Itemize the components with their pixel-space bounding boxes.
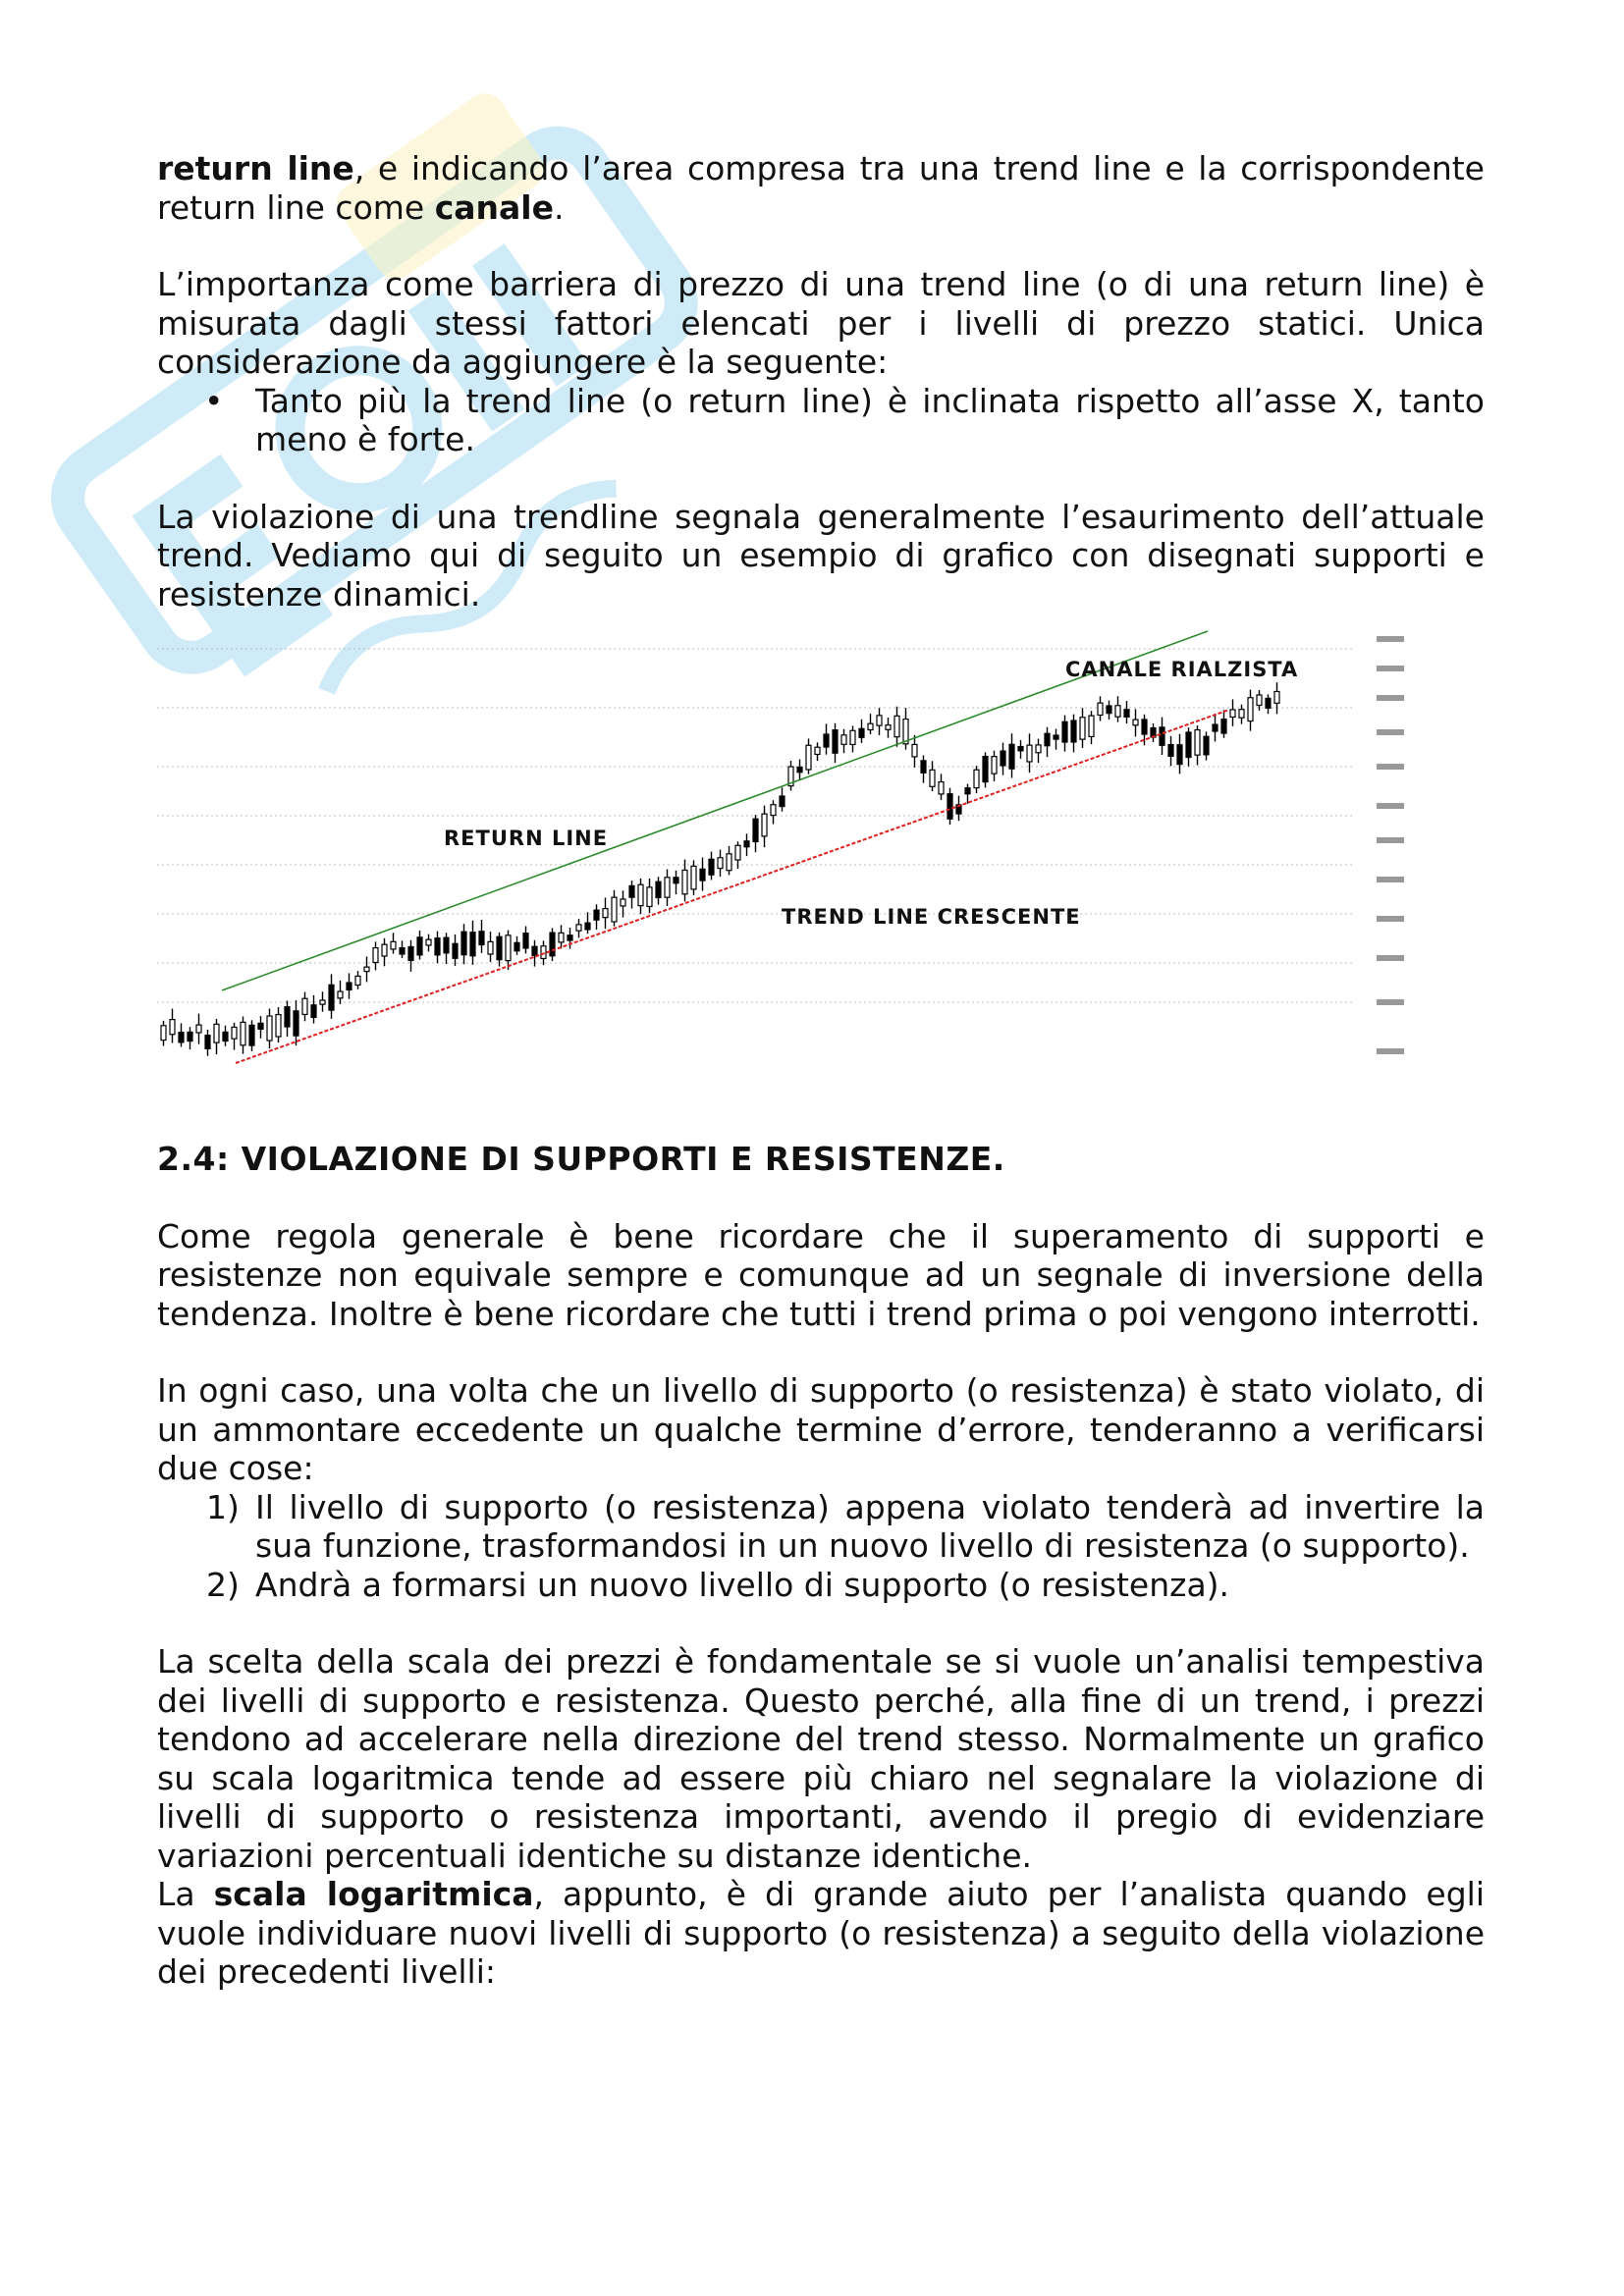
axis-tick [1377,916,1404,922]
axis-tick [1377,837,1404,843]
candle-body [285,1007,290,1027]
list-item [157,382,1485,459]
axis-tick [1377,695,1404,701]
bullet-list [157,382,1485,459]
candle-body [1115,706,1120,717]
candle-body [841,735,846,745]
candle-body [532,946,537,955]
candle-body [647,887,652,907]
return-line [222,631,1208,990]
candle-body [912,744,917,756]
candle-body [488,941,493,954]
candle-body [638,884,643,905]
candle-body [1142,720,1147,734]
candle-body [568,935,572,940]
candle-body [1257,695,1262,705]
label-return-line: RETURN LINE [444,827,609,850]
candle-body [1186,732,1191,758]
axis-tick [1377,955,1404,961]
candle-body [1230,710,1235,718]
candle-body [161,1026,166,1041]
candle-body [585,923,590,930]
bold-return-line: return line [157,149,354,187]
candle-body [1160,727,1164,745]
candle-body [205,1036,210,1049]
axis-tick [1377,764,1404,770]
candle-body [417,937,422,955]
candle-body [541,946,546,959]
candle-body [691,866,696,889]
list-item [157,1488,1485,1566]
candle-body [302,998,307,1014]
candle-body [497,936,502,959]
candle-body [179,1033,184,1042]
candle-body [329,985,334,1010]
candle-body [214,1024,219,1042]
candle-body [470,933,475,956]
paragraph-importanza: L’importanza come barriera di prezzo di una trend line (o di una return line) è misurata dagli stessi fattori elencati per i livelli di prezzo statici. Unica considerazione da aggiungere è la seguente: [157,265,1485,381]
candle-body [1168,745,1173,757]
candle-body [1195,730,1200,756]
candle-body [727,854,731,871]
candle-body [170,1020,175,1035]
candle-body [479,932,484,945]
candle-body [1027,745,1032,762]
candle-body [1098,703,1103,715]
section-heading: 2.4: VIOLAZIONE DI SUPPORTI E RESISTENZE. [157,1140,1005,1178]
candle-body [576,925,581,931]
candle-body [1107,706,1111,714]
axis-tick [1377,877,1404,882]
candle-body [241,1022,245,1044]
candle-body [461,932,466,954]
candle-body [947,794,952,820]
candle-body [400,948,405,954]
candle-body [550,933,555,956]
candle-body [877,716,882,725]
label-trend-line-crescente: TREND LINE CRESCENTE [782,905,1081,929]
candle-body [797,767,802,772]
candle-body [249,1025,254,1045]
list-item [157,1566,1485,1605]
candle-body [1045,733,1050,746]
candle-body [612,897,617,922]
candle-body [1018,747,1023,751]
bullet-marker: • [204,381,224,420]
paragraph-regola-generale: Come regola generale è bene ricordare che il superamento di supporti e resistenze non equivale sempre e comunque ad un segnale di inversione della tendenza. Inoltre è bene ricordare che tutti i trend prima o poi vengono interrotti. [157,1216,1485,1333]
candle-body [700,869,705,881]
candle-body [1248,698,1253,721]
candle-body [833,730,838,754]
paragraph-return-line [157,149,1485,227]
candle-body [921,761,926,773]
candle-body [815,747,820,754]
candle-body [780,796,785,807]
candle-body [629,885,634,897]
candle-body [276,1015,281,1037]
axis-tick [1377,803,1404,809]
candle-body [1274,691,1279,703]
candle-body [682,870,687,893]
candle-body [594,910,599,920]
candle-body [859,728,864,737]
trend-channel-chart [157,619,1485,1081]
axis-tick [1377,1048,1404,1054]
candle-body [824,734,829,747]
candle-body [188,1032,192,1041]
candle-body [806,745,811,770]
list-item-text: Il livello di supporto (o resistenza) appena violato tenderà ad invertire la sua funzione, trasformandosi in un nuovo livello di resistenza (o supporto). [255,1487,1485,1565]
candle-body [930,770,935,786]
candle-body [523,934,528,948]
candle-body [1213,724,1218,731]
candle-body [408,946,413,960]
candle-body [762,814,767,836]
candle-body [444,937,449,953]
text-span: , appunto, è di grande aiuto per l’analista quando egli vuole individuare nuovi livelli di supporto (o resistenza) a seguito della violazione dei precedenti livelli: [157,1875,1485,1991]
axis-tick [1377,666,1404,671]
document-body [157,149,1485,1992]
candle-body [603,909,608,918]
axis-tick [1377,636,1404,642]
candle-body [709,859,714,875]
axis-tick [1377,999,1404,1005]
candle-body [983,757,988,782]
trend-line [236,710,1229,1063]
list-item-text: Andrà a formarsi un nuovo livello di supporto (o resistenza). [255,1565,1230,1604]
candle-body [559,933,564,942]
candle-body [338,991,343,998]
paragraph-scala-prezzi: La scelta della scala dei prezzi è fondamentale se si vuole un’analisi tempestiva dei livelli di supporto e resistenza. Questo perché, alla fine di un trend, i prezzi tendono ad accelerare nella direzione del trend stesso. Normalmente un grafico su scala logaritmica tende ad essere più chiaro nel segnalare la violazione di livelli di supporto o resistenza importanti, avendo il pregio di evidenziare variazioni percentuali identiche su distanze identiche. [157,1642,1485,1875]
candle-body [232,1027,237,1039]
candle-body [373,948,378,963]
candle-body [894,716,899,736]
candle-body [258,1023,263,1029]
candle-body [435,938,440,955]
candle-body [744,841,749,847]
list-marker: 2) [206,1565,240,1604]
list-marker: 1) [206,1487,240,1526]
candle-body [453,943,458,958]
candle-body [382,944,387,956]
candle-body [753,819,758,841]
axis-tick [1377,729,1404,735]
candle-body [1071,721,1076,742]
candle-body [426,939,431,945]
candle-body [267,1016,272,1041]
candle-body [1177,745,1182,765]
candle-body [1239,710,1244,718]
candle-body [771,805,776,816]
candle-body [311,1005,316,1018]
chart-svg [157,619,1485,1081]
chart-candles [161,682,1279,1055]
candle-body [1089,716,1094,736]
candle-body [665,878,670,897]
candle-body [974,770,979,787]
paragraph-in-ogni-caso: In ogni caso, una volta che un livello di supporto (o resistenza) è stato violato, di un ammontare eccedente un qualche termine d’errore, tenderanno a verificarsi due cose: [157,1371,1485,1487]
candle-body [347,983,352,989]
candle-body [223,1032,228,1041]
candle-body [391,941,396,949]
candle-body [196,1025,201,1033]
list-item-text: Tanto più la trend line (o return line) è inclinata rispetto all’asse X, tanto meno è forte. [255,381,1485,458]
price-axis-ticks [1377,636,1404,1054]
candle-body [886,725,891,730]
candle-body [1133,720,1138,725]
candle-body [735,845,740,860]
bold-scala-logaritmica: scala logaritmica [213,1875,534,1913]
candle-body [1001,751,1005,766]
text-span: . [554,187,565,227]
candle-body [850,730,855,744]
candle-body [1036,745,1041,753]
paragraph-violazione-trendline: La violazione di una trendline segnala generalmente l’esaurimento dell’attuale trend. Vediamo qui di seguito un esempio di grafico con disegnati supporti e resistenze dinamici. [157,497,1485,614]
text-span: La [157,1875,214,1913]
label-canale-rialzista: CANALE RIALZISTA [1065,658,1299,681]
numbered-list [157,1488,1485,1605]
candle-body [1204,736,1209,755]
candle-body [514,942,519,950]
candle-body [1221,720,1226,733]
candle-body [1054,735,1058,739]
candle-body [939,782,944,794]
candle-body [355,976,360,985]
candle-body [992,757,997,774]
candle-body [656,881,661,897]
candle-body [1124,710,1129,718]
candle-body [1062,721,1067,742]
candle-body [294,1011,298,1036]
candle-body [1266,698,1271,708]
candle-body [364,967,369,971]
candle-body [320,1000,325,1004]
candle-body [506,935,511,961]
text-span: , e indicando l’area compresa tra una trend line e la corrispondente return line come [157,149,1485,227]
candle-body [965,788,970,794]
bold-canale: canale [434,187,555,227]
candle-body [674,878,678,883]
candle-body [1080,718,1085,739]
paragraph-scala-logaritmica [157,1875,1485,1992]
candle-body [718,858,723,869]
candle-body [1009,744,1014,769]
candle-body [868,723,873,729]
candle-body [621,899,625,906]
